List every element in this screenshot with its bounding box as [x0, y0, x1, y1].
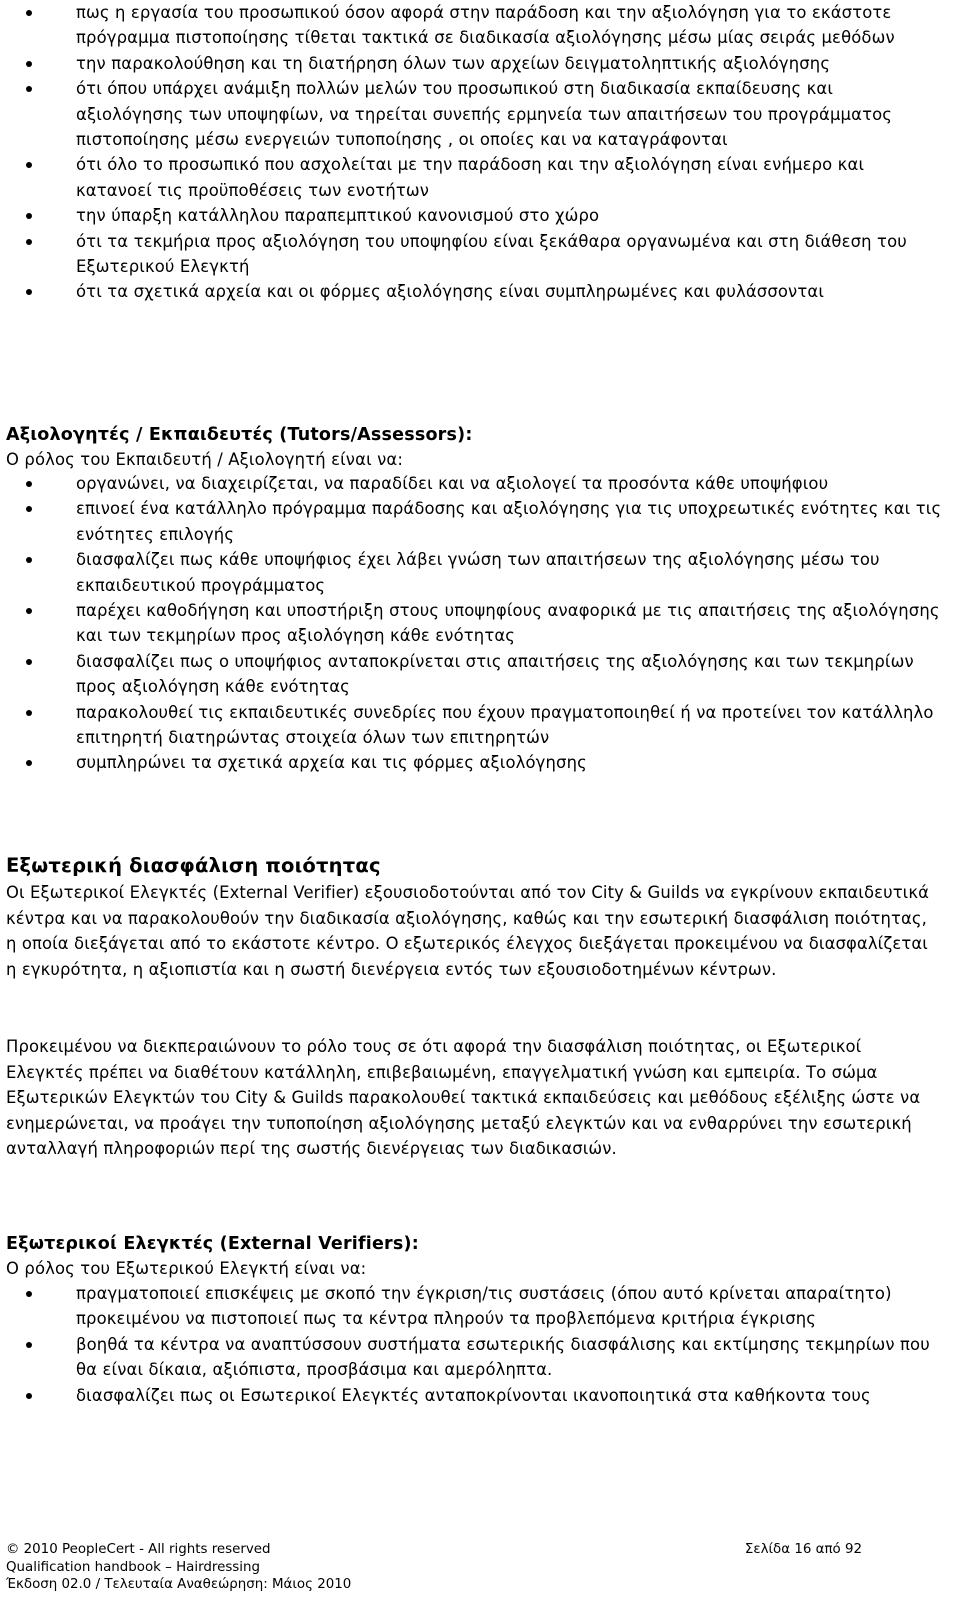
list-item-text: οργανώνει, να διαχειρίζεται, να παραδίδει και να αξιολογεί τα προσόντα κάθε υποψήφιου: [76, 474, 829, 493]
list-item-text: επινοεί ένα κατάλληλο πρόγραμμα παράδοσης και αξιολόγησης για τις υποχρεωτικές ενότητες και τις ενότητες επιλογής: [76, 499, 942, 544]
list-item-text: διασφαλίζει πως οι Εσωτερικοί Ελεγκτές ανταποκρίνονται ικανοποιητικά στα καθήκοντα τους: [76, 1385, 871, 1405]
external-qa-paragraph-2: Προκειμένου να διεκπεραιώνουν το ρόλο τους σε ότι αφορά την διασφάλιση ποιότητας, οι Εξωτερικοί Ελεγκτές πρέπει να διαθέτουν κατάλληλη, επιβεβαιωμένη, επαγγελματική γνώση και εμπειρία. Το σώμα Εξωτερικών Ελεγκτών του City & Guilds παρακολουθεί τακτικά εκπαιδεύσεις και μεθόδους εξέλιξης ώστε να ενημερώνεται, να προάγει την τυποποίηση αξιολόγησης μεταξύ ελεγκτών και να ενθαρρύνει την εσωτερική ανταλλαγή πληροφοριών περί της σωστής διενέργειας των διαδικασιών.: [6, 1037, 921, 1159]
list-item-text: πραγματοποιεί επισκέψεις με σκοπό την έγκριση/τις συστάσεις (όπου αυτό κρίνεται απαραίτητο) προκειμένου να πιστοποιεί πως τα κέντρα πληρούν τα προβλεπόμενα κριτήρια έγκρισης: [76, 1284, 892, 1329]
list-item: [0, 51, 960, 76]
page-footer: [6, 1541, 946, 1594]
bullet-icon: [26, 86, 32, 92]
list-item-text: την ύπαρξη κατάλληλου παραπεμπτικού κανονισμού στο χώρο: [76, 206, 600, 226]
external-qa-heading: Εξωτερική διασφάλιση ποιότητας: [6, 854, 381, 877]
list-item-text: πως η εργασία του προσωπικού όσον αφορά στην παράδοση και την αξιολόγηση για το εκάστοτε πρόγραμμα πιστοποίησης τίθεται τακτικά σε διαδικασία αξιολόγησης μέσω μίας σειράς μεθόδων: [76, 3, 895, 48]
bullet-icon: [26, 289, 32, 295]
list-item-text: ότι όλο το προσωπικό που ασχολείται με την παράδοση και την αξιολόγηση είναι ενήμερο και κατανοεί τις προϋποθέσεις των ενοτήτων: [76, 155, 865, 200]
bullet-icon: [26, 1291, 32, 1297]
list-item-text: ότι όπου υπάρχει ανάμιξη πολλών μελών του προσωπικού στη διαδικασία εκπαίδευσης και αξιολόγησης των υποψηφίων, να τηρείται συνεπής ερμηνεία των απαιτήσεων του προγράμματος πιστοποίησης μέσω ενεργειών τυποποίησης , οι οποίες και να καταγράφονται: [76, 79, 893, 150]
list-item: [0, 76, 960, 152]
list-item: [0, 700, 960, 751]
tutors-role-list: [0, 471, 960, 776]
list-item: [0, 1281, 960, 1332]
list-item: [0, 547, 960, 598]
bullet-icon: [26, 710, 32, 716]
verifiers-role-list: [0, 1281, 960, 1408]
external-qa-paragraph-1: Οι Εξωτερικοί Ελεγκτές (External Verifier) εξουσιοδοτούνται από τον City & Guilds να εγκρίνουν εκπαιδευτικά κέντρα και να παρακολουθούν την διαδικασία αξιολόγησης, καθώς και την εσωτερική διασφάλιση ποιότητας, η οποία διεξάγεται από το εκάστοτε κέντρο. Ο εξωτερικός έλεγχος διεξάγεται προκειμένου να διασφαλίζεται η εγκυρότητα, η αξιοπιστία και η σωστή διενέργεια εντός των εξουσιοδοτημένων κέντρων.: [6, 883, 930, 979]
bullet-icon: [26, 1342, 32, 1348]
bullet-icon: [26, 61, 32, 67]
copyright-text: © 2010 PeopleCert - All rights reserved: [6, 1542, 271, 1557]
bullet-icon: [26, 239, 32, 245]
verifiers-intro: Ο ρόλος του Εξωτερικού Ελεγκτή είναι να:: [6, 1259, 367, 1278]
list-item-text: παρέχει καθοδήγηση και υποστήριξη στους υποψηφίους αναφορικά με τις απαιτήσεις της αξιολόγησης και των τεκμηρίων προς αξιολόγηση κάθε ενότητας: [76, 601, 940, 646]
bullet-icon: [26, 608, 32, 614]
list-item: [0, 279, 960, 304]
bullet-icon: [26, 506, 32, 512]
list-item-text: βοηθά τα κέντρα να αναπτύσσουν συστήματα εσωτερικής διασφάλισης και εκτίμησης τεκμηρίων που θα είναι δίκαια, αξιόπιστα, προσβάσιμα και αμερόληπτα.: [76, 1334, 930, 1380]
list-item-text: διασφαλίζει πως κάθε υποψήφιος έχει λάβει γνώση των απαιτήσεων της αξιολόγησης μέσω του εκπαιδευτικού προγράμματος: [76, 550, 880, 595]
list-item: [0, 471, 960, 496]
list-item-text: την παρακολούθηση και τη διατήρηση όλων των αρχείων δειγματοληπτικής αξιολόγησης: [76, 53, 831, 73]
list-item: [0, 1332, 960, 1383]
bullet-icon: [26, 213, 32, 219]
version-text: Έκδοση 02.0 / Τελευταία Αναθεώρηση: Μάιος 2010: [6, 1577, 352, 1592]
bullet-icon: [26, 659, 32, 665]
list-item: [0, 750, 960, 775]
list-item: [0, 598, 960, 649]
handbook-title: Qualification handbook – Hairdressing: [6, 1559, 260, 1575]
bullet-icon: [26, 10, 32, 16]
list-item-text: συμπληρώνει τα σχετικά αρχεία και τις φόρμες αξιολόγησης: [76, 753, 587, 773]
list-item: [0, 152, 960, 203]
bullet-icon: [26, 760, 32, 766]
list-item: [0, 0, 960, 51]
list-item-text: παρακολουθεί τις εκπαιδευτικές συνεδρίες που έχουν πραγματοποιηθεί ή να προτείνει τον κατάλληλο επιτηρητή διατηρώντας στοιχεία όλων των επιτηρητών: [76, 702, 934, 748]
footer-row: [6, 1541, 946, 1559]
bullet-icon: [26, 162, 32, 168]
list-item-text: διασφαλίζει πως ο υποψήφιος ανταποκρίνεται στις απαιτήσεις της αξιολόγησης και των τεκμηρίων προς αξιολόγηση κάθε ενότητας: [76, 651, 914, 697]
list-item: [0, 203, 960, 228]
list-item: [0, 229, 960, 280]
page-number: Σελίδα 16 από 92: [744, 1542, 862, 1557]
list-item: [0, 649, 960, 700]
list-item-text: ότι τα τεκμήρια προς αξιολόγηση του υποψηφίου είναι ξεκάθαρα οργανωμένα και στη διάθεση του Εξωτερικού Ελεγκτή: [76, 231, 907, 277]
tutors-heading: Αξιολογητές / Εκπαιδευτές (Tutors/Assessors):: [6, 425, 473, 445]
list-item: [0, 1383, 960, 1408]
list-item: [0, 496, 960, 547]
list-item-text: ότι τα σχετικά αρχεία και οι φόρμες αξιολόγησης είναι συμπληρωμένες και φυλάσσονται: [76, 282, 825, 302]
bullet-icon: [26, 481, 32, 487]
tutors-intro: Ο ρόλος του Εκπαιδευτή / Αξιολογητή είναι να:: [6, 450, 404, 469]
qa-responsibilities-list: [0, 0, 960, 305]
bullet-icon: [26, 557, 32, 563]
verifiers-heading: Εξωτερικοί Ελεγκτές (External Verifiers):: [6, 1234, 419, 1254]
bullet-icon: [26, 1393, 32, 1399]
